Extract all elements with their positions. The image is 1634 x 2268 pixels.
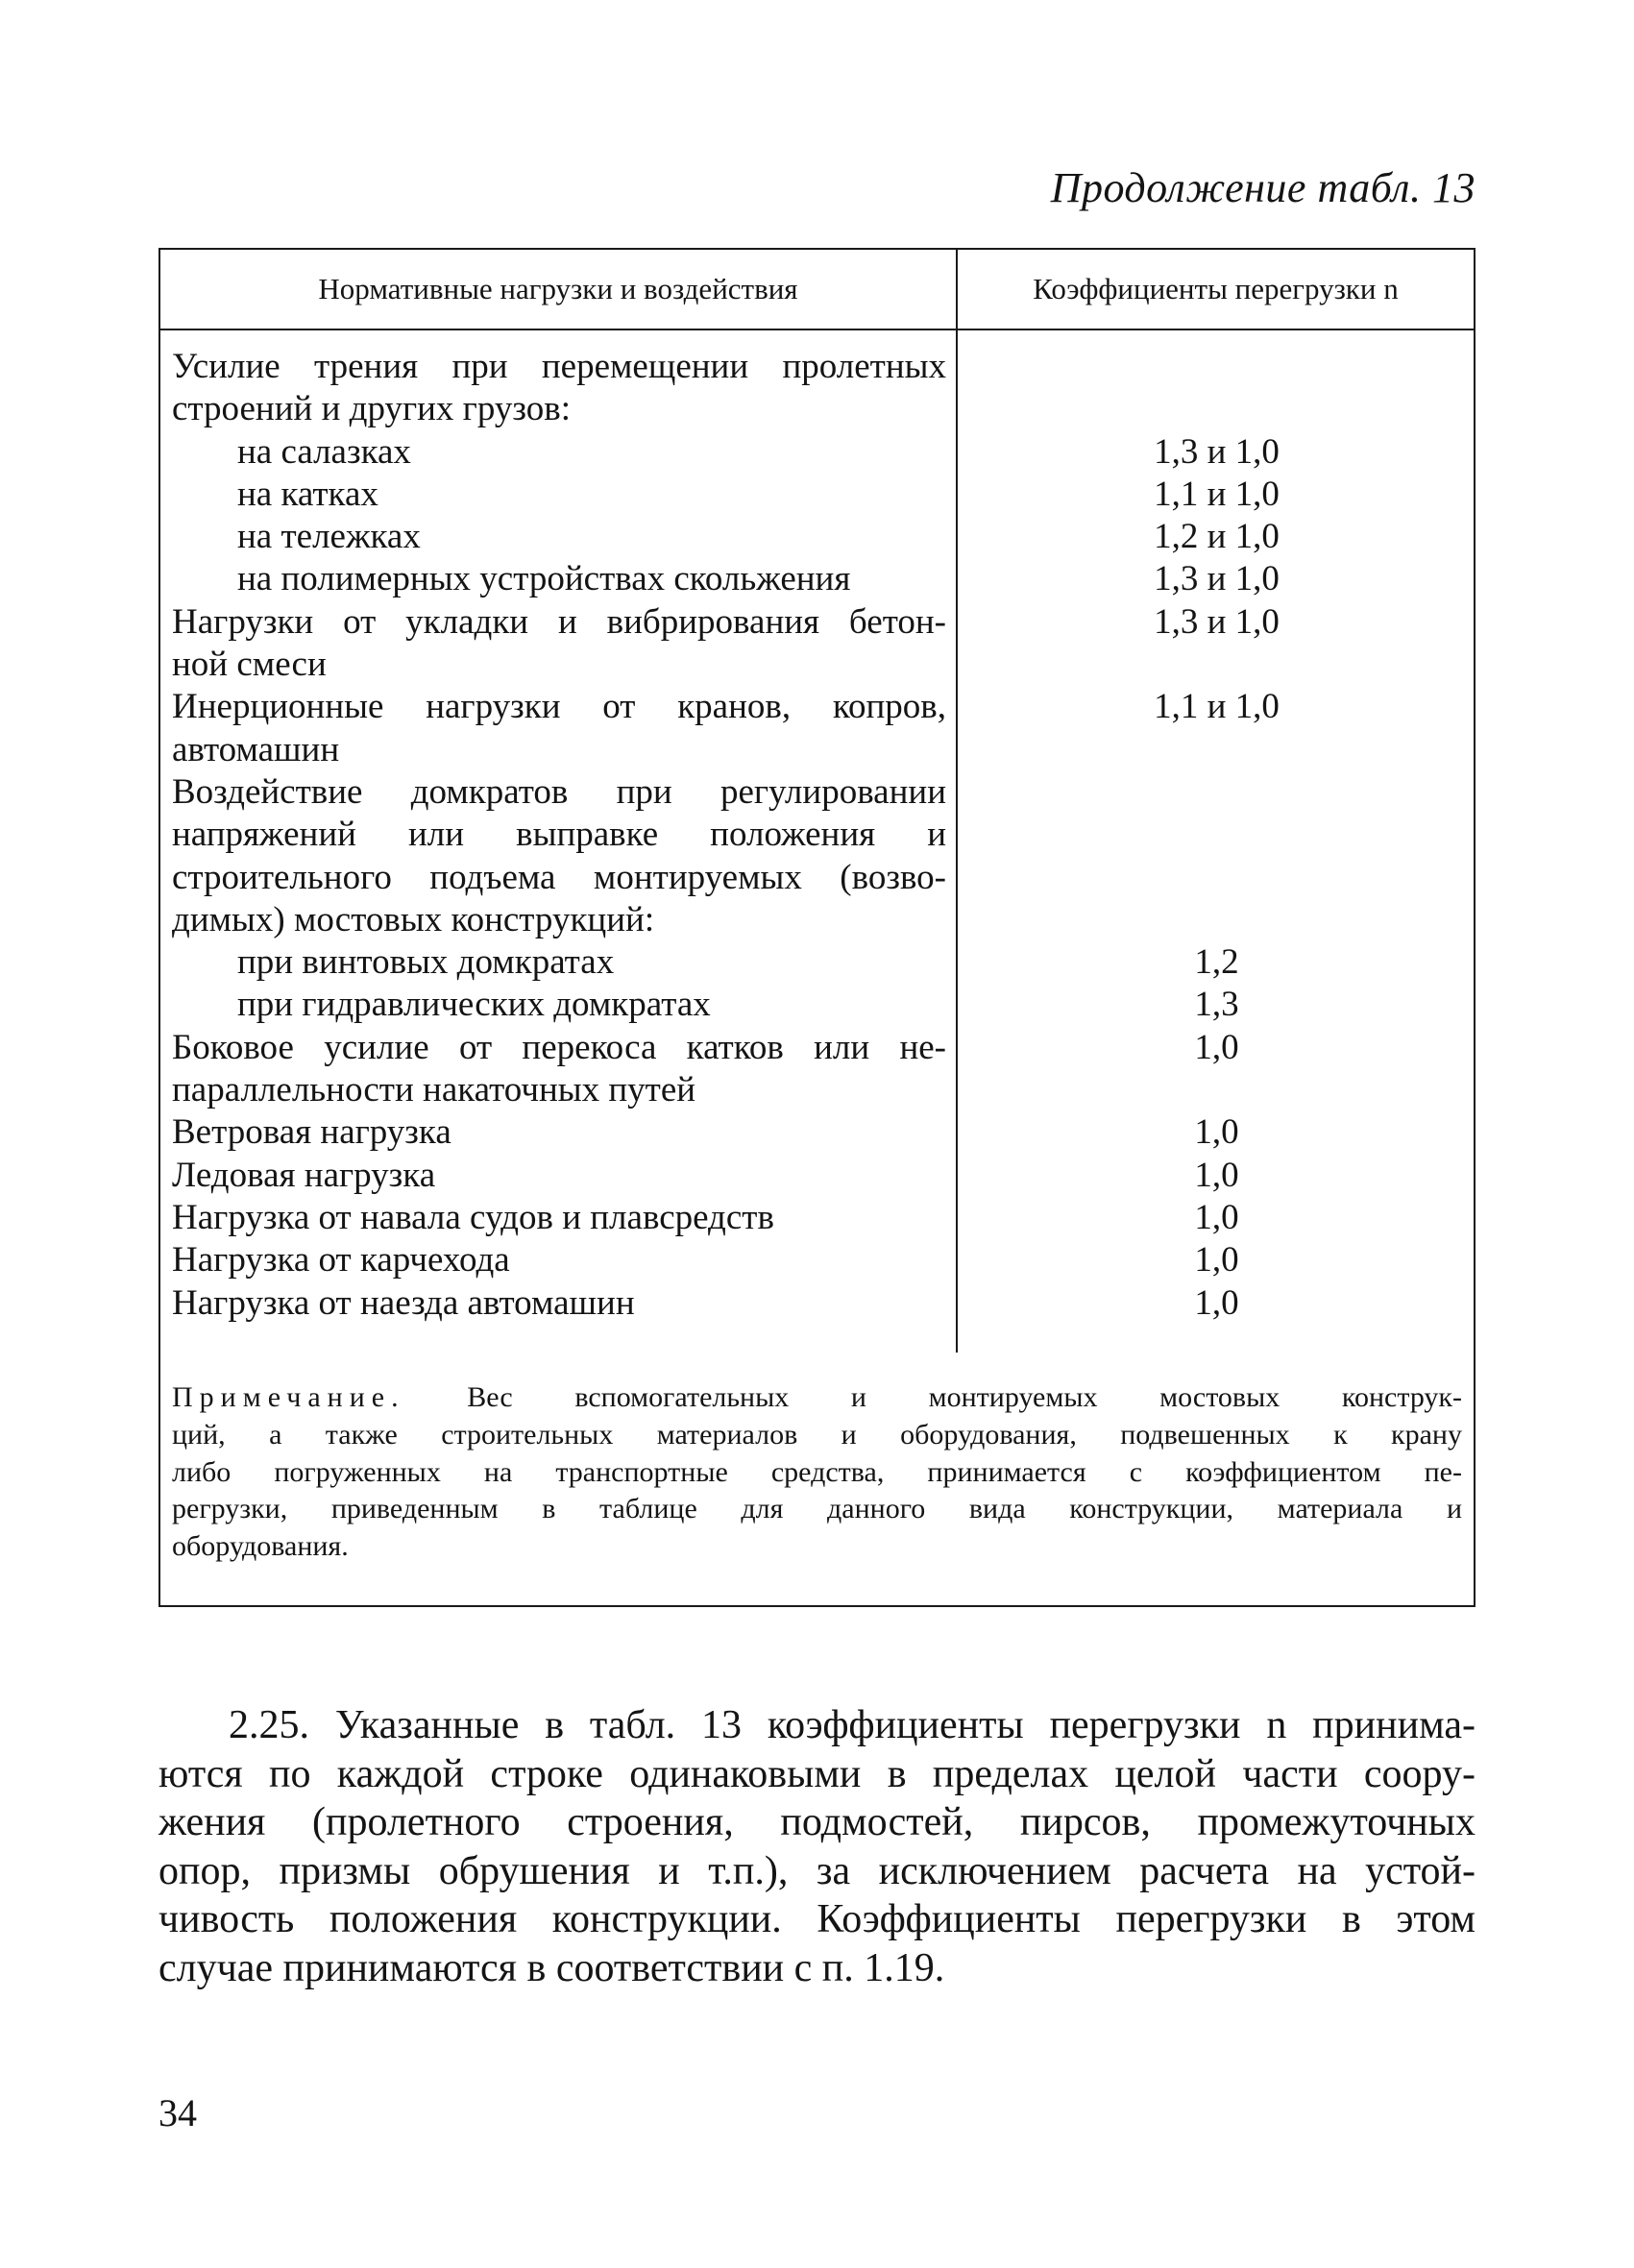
table-row <box>160 771 1474 814</box>
table-row <box>160 1155 1474 1197</box>
table-row <box>160 516 1474 558</box>
table-row <box>160 941 1474 984</box>
table-continuation-caption: Продолжение табл. 13 <box>1050 164 1475 211</box>
row-load-text: Нагрузка от навала судов и плавсредств <box>172 1197 774 1237</box>
note-line <box>172 1379 1462 1417</box>
note-line: либо погруженных на транспортные средства, принимается с коэффициентом пе- <box>172 1455 1462 1488</box>
table-row <box>160 814 1474 856</box>
row-load-text: на тележках <box>237 517 421 557</box>
row-load-text: Усилие трения при перемещении пролетных <box>172 347 946 386</box>
table-row <box>160 1282 1474 1325</box>
table-row <box>160 1069 1474 1111</box>
row-load-text: параллельности накаточных путей <box>172 1070 696 1110</box>
table-note <box>172 1379 1462 1566</box>
table-row <box>160 558 1474 600</box>
table-row <box>160 1027 1474 1069</box>
table-row <box>160 601 1474 644</box>
table-row <box>160 474 1474 516</box>
table-row <box>160 686 1474 728</box>
table-row <box>160 1197 1474 1239</box>
table-row <box>160 346 1474 388</box>
row-load-text: напряжений или выправке положения и <box>172 815 946 855</box>
row-load-text: Ледовая нагрузка <box>172 1155 436 1195</box>
row-coefficient: 1,0 <box>1194 1282 1239 1323</box>
header-normative-loads: Нормативные нагрузки и воздействия <box>318 272 798 305</box>
row-load-text: димых) мостовых конструкций: <box>172 899 655 939</box>
row-load-text: Воздействие домкратов при регулировании <box>172 771 946 812</box>
row-load-text: Нагрузка от наезда автомашин <box>172 1282 635 1323</box>
header-divider <box>160 329 1474 330</box>
row-coefficient: 1,2 <box>1194 942 1239 983</box>
row-coefficient: 1,0 <box>1194 1112 1239 1153</box>
row-load-text: автомашин <box>172 729 340 769</box>
paragraph-line: 2.25. Указанные в табл. 13 коэффициенты перегрузки n принима- <box>229 1703 1475 1747</box>
paragraph-line: жения (пролетного строения, подмостей, пирсов, промежуточных <box>159 1800 1475 1844</box>
page-number: 34 <box>159 2091 197 2134</box>
note-line: регрузки, приведенным в таблице для данного вида конструкции, материала и <box>172 1493 1462 1525</box>
row-coefficient: 1,0 <box>1194 1027 1239 1067</box>
row-load-text: на полимерных устройствах скольжения <box>237 559 851 599</box>
row-coefficient: 1,3 и 1,0 <box>1154 431 1280 472</box>
table-row <box>160 857 1474 899</box>
header-overload-coefficients: Коэффициенты перегрузки n <box>1033 272 1399 305</box>
note-label: Примечание. <box>172 1381 405 1413</box>
table-row <box>160 644 1474 686</box>
note-line: ций, а также строительных материалов и оборудования, подвешенных к крану <box>172 1418 1462 1451</box>
row-load-text: Нагрузки от укладки и вибрирования бетон- <box>172 601 946 642</box>
loads-table <box>159 248 1475 1607</box>
paragraph-line: случае принимаются в соответствии с п. 1.19. <box>159 1945 945 1990</box>
row-load-text: на салазках <box>237 431 411 472</box>
note-line: оборудования. <box>172 1530 349 1563</box>
row-load-text: Ветровая нагрузка <box>172 1112 451 1153</box>
table-row <box>160 388 1474 430</box>
table-row <box>160 1111 1474 1154</box>
table-body <box>160 346 1474 1325</box>
row-load-text: ной смеси <box>172 645 327 685</box>
table-row <box>160 1239 1474 1281</box>
table-row <box>160 984 1474 1026</box>
row-load-text: при гидравлических домкратах <box>237 985 711 1025</box>
row-load-text: строений и других грузов: <box>172 389 572 429</box>
row-load-text: при винтовых домкратах <box>237 942 615 983</box>
row-load-text: на катках <box>237 474 378 514</box>
row-load-text: Нагрузка от карчехода <box>172 1240 510 1280</box>
row-coefficient: 1,3 <box>1194 985 1239 1025</box>
body-paragraph-2-25 <box>159 1701 1475 1992</box>
table-row <box>160 729 1474 771</box>
row-coefficient: 1,1 и 1,0 <box>1154 687 1280 727</box>
note-line-text: Вес вспомогательных и монтируемых мостовых конструк- <box>467 1381 1462 1413</box>
table-row <box>160 431 1474 474</box>
table-row <box>160 899 1474 941</box>
row-coefficient: 1,0 <box>1194 1240 1239 1280</box>
row-load-text: Инерционные нагрузки от кранов, копров, <box>172 687 946 727</box>
row-coefficient: 1,3 и 1,0 <box>1154 559 1280 599</box>
paragraph-line: чивость положения конструкции. Коэффициенты перегрузки в этом <box>159 1897 1475 1941</box>
paragraph-line: ются по каждой строке одинаковыми в пределах целой части соору- <box>159 1751 1475 1796</box>
row-coefficient: 1,3 и 1,0 <box>1154 601 1280 642</box>
row-coefficient: 1,2 и 1,0 <box>1154 517 1280 557</box>
row-coefficient: 1,1 и 1,0 <box>1154 474 1280 514</box>
row-load-text: Боковое усилие от перекоса катков или не- <box>172 1027 946 1067</box>
row-load-text: строительного подъема монтируемых (возво- <box>172 857 946 897</box>
paragraph-line: опор, призмы обрушения и т.п.), за исключением расчета на устой- <box>159 1848 1475 1893</box>
row-coefficient: 1,0 <box>1194 1197 1239 1237</box>
row-coefficient: 1,0 <box>1194 1155 1239 1195</box>
